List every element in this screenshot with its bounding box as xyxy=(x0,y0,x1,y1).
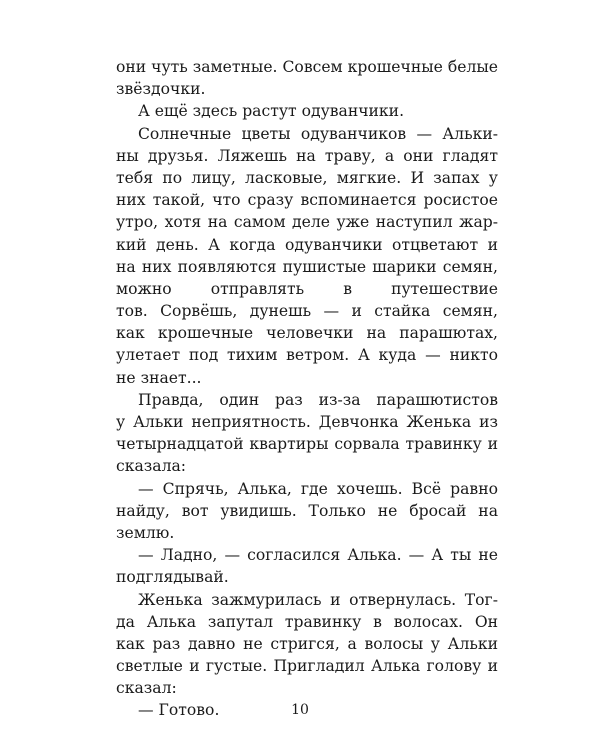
text-line: землю. xyxy=(116,523,175,542)
text-line: сказал: xyxy=(116,679,177,698)
text-line: А ещё здесь растут одуванчики. xyxy=(138,102,405,121)
text-line: Правда, один раз из-за парашютистов xyxy=(138,390,498,409)
text-line: них такой, что сразу вспоминается росистое xyxy=(116,191,498,210)
text-line: да Алька запутал травинку в волосах. Он xyxy=(116,612,498,631)
text-line: утро, хотя на самом деле уже наступил жар- xyxy=(116,213,498,232)
text-line: как крошечные человечки на парашютах, xyxy=(116,324,498,343)
text-line: подглядывай. xyxy=(116,568,229,587)
text-line: как раз давно не стригся, а волосы у Альки xyxy=(116,634,498,653)
text-line: можно отправлять в путешествие xyxy=(116,279,498,298)
text-line: звёздочки. xyxy=(116,80,206,99)
text-line: тов. Сорвёшь, дунешь — и стайка семян, xyxy=(116,302,498,321)
text-line: у Альки неприятность. Девчонка Женька из xyxy=(116,413,498,431)
text-line: не знает... xyxy=(116,368,202,387)
text-line: — Спрячь, Алька, где хочешь. Всё равно xyxy=(138,479,498,498)
text-line: Женька зажмурилась и отвернулась. Тог- xyxy=(138,590,498,609)
text-line: на них появляются пушистые шарики семян, xyxy=(116,257,498,276)
text-line: — Ладно, — согласился Алька. — А ты не xyxy=(138,546,498,565)
text-line: кий день. А когда одуванчики отцветают и xyxy=(116,235,498,254)
text-line: — Готово. xyxy=(138,701,220,720)
text-line: тебя по лицу, ласковые, мягкие. И запах у xyxy=(116,168,498,187)
text-line: сказала: xyxy=(116,457,187,476)
text-line: Солнечные цветы одуванчиков — Альки- xyxy=(138,124,498,143)
text-line: они чуть заметные. Совсем крошечные белые xyxy=(116,58,498,76)
text-line: ны друзья. Ляжешь на траву, а они гладят xyxy=(116,146,498,165)
text-line: найду, вот увидишь. Только не бросай на xyxy=(116,501,498,520)
text-line: четырнадцатой квартиры сорвала травинку и xyxy=(116,435,498,454)
page-number: 10 xyxy=(291,702,309,718)
body-text xyxy=(116,56,498,722)
text-line: улетает под тихим ветром. А куда — никто xyxy=(116,346,498,365)
text-line: светлые и густые. Пригладил Алька голову и xyxy=(116,657,498,676)
